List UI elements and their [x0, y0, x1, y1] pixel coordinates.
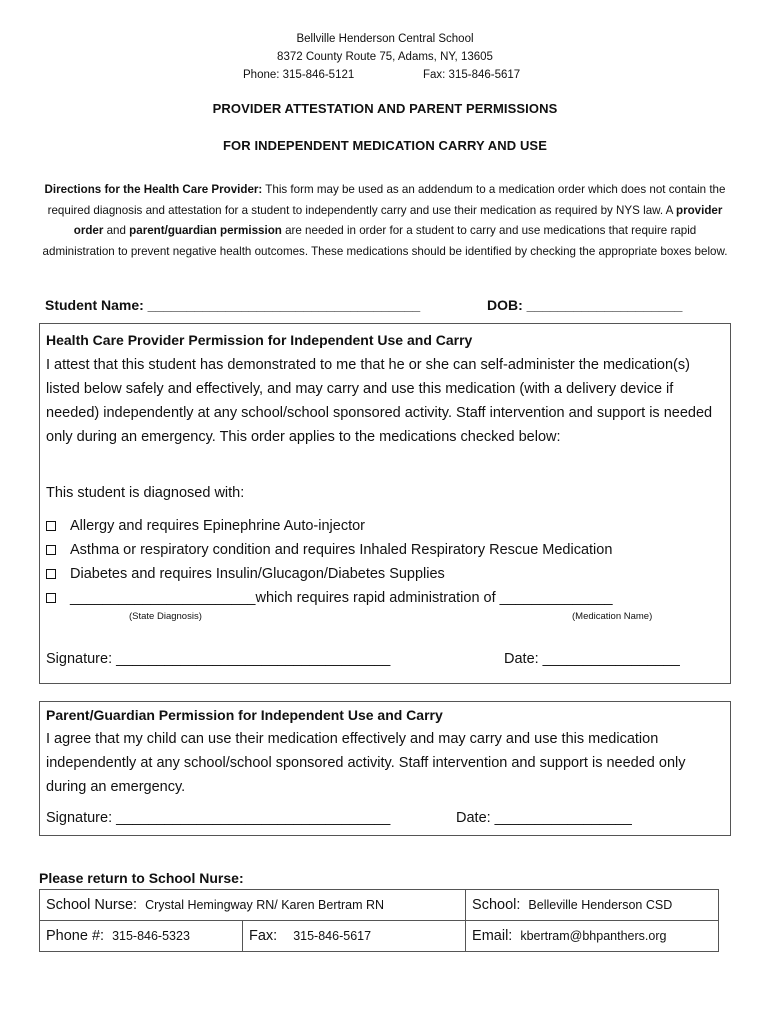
parent-date-field[interactable]: Date: _________________ [456, 810, 632, 826]
phone-cell [40, 921, 243, 952]
nurse-value[interactable]: Crystal Hemingway RN/ Karen Bertram RN [145, 898, 385, 912]
medication-name-caption: (Medication Name) [572, 611, 653, 622]
directions-bold-1: provider order [73, 203, 723, 237]
phone-value[interactable]: 315-846-5323 [112, 929, 190, 943]
option-other-line: _______________________which requires rapid administration of ______________ [70, 590, 613, 606]
checkbox[interactable] [46, 521, 56, 531]
parent-permission-text: I agree that my child can use their medication effectively and may carry and use this medication independently at any school/school sponsored activity. Staff intervention and support is needed only during an emergency. [46, 731, 686, 795]
form-subtitle: FOR INDEPENDENT MEDICATION CARRY AND USE [223, 138, 547, 153]
parent-signature-field[interactable]: Signature: __________________________________ [46, 810, 391, 826]
provider-section [39, 323, 731, 684]
school-name: Bellville Henderson Central School [296, 33, 474, 45]
school-phone: Phone: 315-846-5121 [243, 69, 355, 81]
school-cell [466, 890, 719, 921]
directions-bold-2: parent/guardian permission [129, 224, 282, 237]
nurse-contact-table [39, 889, 719, 952]
checkbox[interactable] [46, 569, 56, 579]
email-value[interactable]: kbertram@bhpanthers.org [520, 929, 667, 943]
school-value[interactable]: Belleville Henderson CSD [528, 898, 673, 912]
checkbox[interactable] [46, 545, 56, 555]
option-diabetes-label: Diabetes and requires Insulin/Glucagon/Diabetes Supplies [70, 566, 445, 582]
option-diabetes[interactable] [46, 562, 445, 586]
parent-section [39, 701, 731, 836]
checkbox[interactable] [46, 593, 56, 603]
directions-text-2: and [103, 224, 130, 237]
provider-heading: Health Care Provider Permission for Independent Use and Carry [46, 332, 473, 348]
school-fax: Fax: 315-846-5617 [423, 69, 521, 81]
directions-text-3: are needed in order for a student to carry and use medications that require rapid administration to prevent negative health outcomes. These medications should be identified by checking the appropriate boxes below. [42, 224, 728, 258]
nurse-cell [40, 890, 466, 921]
return-heading: Please return to School Nurse: [39, 870, 244, 886]
fax-cell [243, 921, 466, 952]
dob-field[interactable]: DOB: ____________________ [487, 297, 683, 313]
email-cell [466, 921, 719, 952]
diagnosed-label: This student is diagnosed with: [46, 485, 245, 501]
email-label: Email: [472, 928, 513, 944]
state-diagnosis-caption: (State Diagnosis) [129, 611, 202, 622]
provider-attestation: I attest that this student has demonstrated to me that he or she can self-administer the medication(s) listed below safely and effectively, and may carry and use this medication (with a delivery device if needed) independently at any school/school sponsored activity. Staff intervention and support is needed only during an emergency. This order applies to the medications checked below: [46, 357, 713, 445]
school-label: School: [472, 897, 521, 913]
directions-label: Directions for the Health Care Provider: [44, 183, 263, 196]
provider-date-field[interactable]: Date: _________________ [504, 651, 680, 667]
option-asthma[interactable] [46, 538, 612, 562]
option-allergy-label: Allergy and requires Epinephrine Auto-injector [70, 518, 366, 534]
directions-text-1: This form may be used as an addendum to a medication order which does not contain the required diagnosis and attestation for a student to independently carry and use their medication as required by NYS law. A [47, 183, 726, 217]
student-name-field[interactable]: Student Name: ___________________________________ [45, 297, 421, 313]
option-asthma-label: Asthma or respiratory condition and requires Inhaled Respiratory Rescue Medication [70, 542, 613, 558]
nurse-label: School Nurse: [46, 897, 138, 913]
directions [40, 180, 730, 262]
school-address: 8372 County Route 75, Adams, NY, 13605 [277, 51, 493, 63]
phone-label: Phone #: [46, 928, 105, 944]
provider-signature-field[interactable]: Signature: __________________________________ [46, 651, 391, 667]
form-title: PROVIDER ATTESTATION AND PARENT PERMISSIONS [212, 101, 558, 116]
option-other[interactable] [46, 586, 613, 610]
fax-value[interactable]: 315-846-5617 [293, 929, 372, 943]
fax-label: Fax: [249, 928, 278, 944]
option-allergy[interactable] [46, 514, 365, 538]
parent-heading: Parent/Guardian Permission for Independent Use and Carry [46, 707, 443, 723]
